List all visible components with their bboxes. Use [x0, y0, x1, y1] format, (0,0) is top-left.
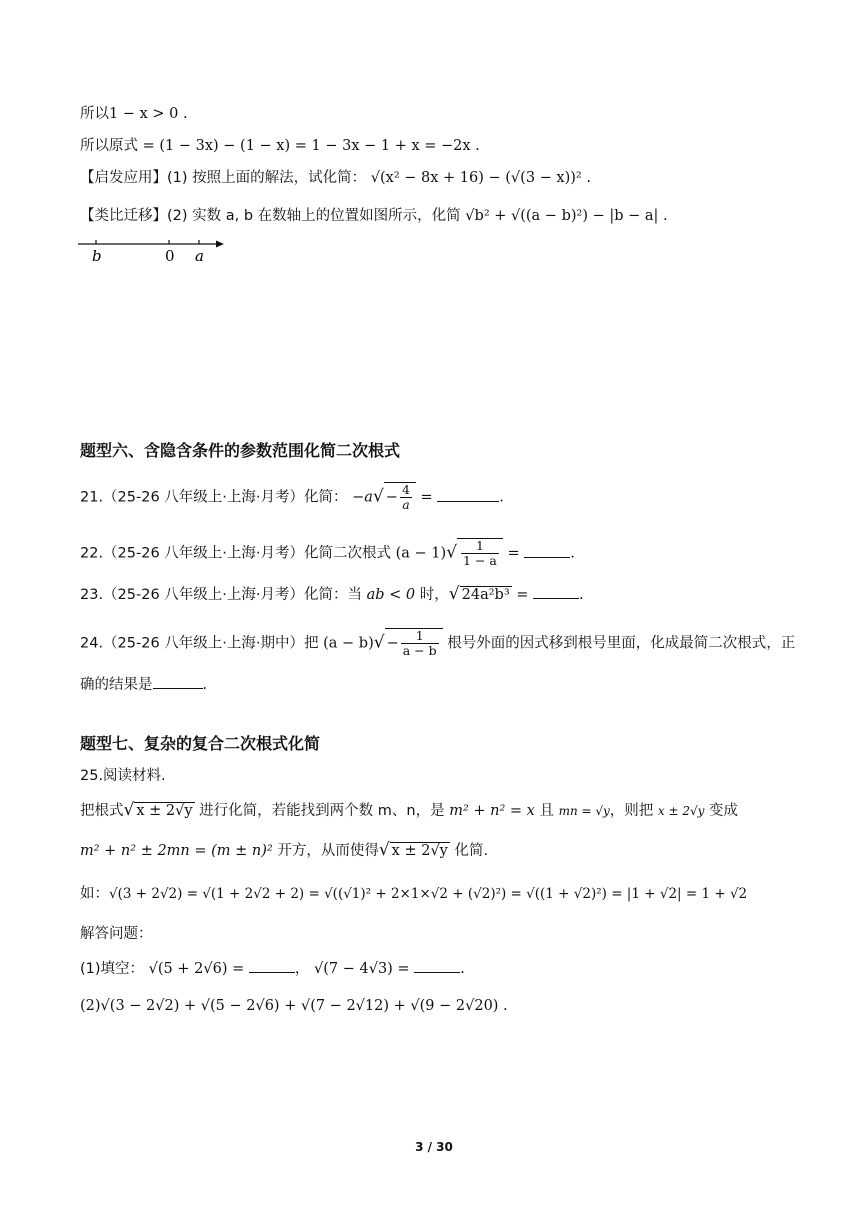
q22-answer-blank[interactable] [524, 543, 570, 558]
q21-den: a [402, 497, 410, 512]
inspire-expression: √(x² − 8x + 16) − (√(3 − x))² . [370, 170, 591, 186]
s1-blank-a[interactable] [249, 958, 295, 973]
p2-text-b: 化简. [454, 843, 489, 859]
q24-den: a − b [402, 643, 437, 658]
text-line-2: 所以原式 = (1 − 3x) − (1 − x) = 1 − 3x − 1 + x = −2x . [80, 138, 480, 154]
q24-dot: . [202, 677, 208, 693]
reading-para-2: m² + n² ± 2mn = (m ± n)² 开方，从而使得√ x ± 2√y 化简. [80, 840, 489, 860]
text-line-1: 所以1 − x > 0 . [80, 106, 188, 122]
q24-num: 1 [401, 629, 439, 644]
question-24: 24.（25-26 八年级上·上海·期中）把 (a − b)√ − $\frac{1}{a - b}$ 根号外面的因式移到根号里面，化成最简二次根式，正 [80, 628, 796, 658]
question-21: 21.（25-26 八年级上·上海·月考）化简： −a√ − $\frac{4}{a}$ = . [80, 482, 504, 512]
q22-num: 1 [461, 539, 499, 554]
sub-question-2 [80, 996, 508, 1016]
p2-radicand: x ± 2√y [391, 843, 448, 859]
p1-eq1: m² + n² = x [449, 803, 535, 819]
q24-answer-blank[interactable] [153, 674, 203, 689]
p1-text-a: 把根式 [80, 803, 124, 819]
label-zero: 0 [165, 247, 175, 265]
q24-label: 24.（25-26 八年级上·上海·期中）把 [80, 635, 319, 652]
reading-para-1: 把根式√ x ± 2√y 进行化简，若能找到两个数 m、n，是 m² + n² = x 且 mn = √y，则把 x ± 2√y 变成 [80, 800, 739, 820]
q21-label: 21.（25-26 八年级上·上海·月考）化简： [80, 489, 348, 506]
inspire-label: 【启发应用】(1) 按照上面的解法，试化简： [80, 170, 367, 186]
q23-answer-blank[interactable] [533, 584, 579, 599]
question-23: 23.（25-26 八年级上·上海·月考）化简：当 ab < 0 时，√ 24a²b³ = . [80, 584, 584, 604]
p1-text-d: ，则把 [609, 803, 654, 819]
q22-label: 22.（25-26 八年级上·上海·月考）化简二次根式 [80, 545, 392, 562]
number-line [78, 236, 228, 266]
p1-eq2: mn = √y [558, 804, 610, 818]
s1-label: (1)填空： [80, 961, 145, 977]
text-line-4 [80, 206, 668, 226]
p1-text-f: 变成 [709, 803, 739, 819]
example-label: 如： [80, 886, 109, 902]
section-7-title: 题型七、复杂的复合二次根式化简 [80, 734, 321, 753]
q23-mid: 时， [419, 587, 449, 603]
q24-result-label: 确的结果是 [80, 677, 153, 693]
q22-eq: = [507, 545, 520, 562]
s1-sep: ， [294, 961, 310, 977]
q22-den: 1 − a [463, 553, 497, 568]
q23-dot: . [579, 587, 584, 603]
text-line-3 [80, 168, 591, 188]
section-6-title: 题型六、含隐含条件的参数范围化简二次根式 [80, 441, 401, 460]
q24-neg: − [386, 635, 399, 652]
label-b: b [92, 247, 102, 265]
q21-eq: = [420, 489, 433, 506]
q21-num: 4 [401, 482, 410, 497]
q22-coef: (a − 1) [395, 545, 447, 562]
s2-label: (2) [80, 998, 101, 1014]
q24-text: 根号外面的因式移到根号里面，化成最简二次根式，正 [447, 635, 796, 652]
q23-radicand: 24a²b³ [461, 587, 510, 603]
q21-coef: −a [352, 489, 373, 506]
arrow-head-icon [216, 241, 224, 248]
label-a: a [195, 247, 204, 265]
q23-label: 23.（25-26 八年级上·上海·月考）化简：当 [80, 587, 363, 603]
page-number: 3 / 30 [415, 1140, 453, 1154]
q21-answer-blank[interactable] [437, 487, 499, 502]
p2-text-a: 开方，从而使得 [277, 843, 379, 859]
example-expression: √(3 + 2√2) = √(1 + 2√2 + 2) = √((√1)² + 2×1×√2 + (√2)²) = √((1 + √2)²) = |1 + √2| = 1 + √2 [109, 886, 748, 902]
q22-dot: . [570, 545, 575, 562]
q21-dot: . [499, 489, 504, 506]
p2-identity: m² + n² ± 2mn = (m ± n)² [80, 843, 273, 859]
s1-expr-a: √(5 + 2√6) = [148, 961, 245, 977]
question-22: 22.（25-26 八年级上·上海·月考）化简二次根式 (a − 1)√ $\frac{1}{1 - a}$ = . [80, 538, 575, 568]
question-25: 25.阅读材料. [80, 768, 166, 784]
s1-expr-b: √(7 − 4√3) = [313, 961, 410, 977]
q24-coef: (a − b) [323, 635, 374, 652]
q23-condition: ab < 0 [366, 587, 416, 603]
p1-text-c: 且 [539, 803, 554, 819]
q23-eq: = [516, 587, 529, 603]
sub-question-1 [80, 958, 465, 979]
q21-neg: − [385, 489, 398, 506]
p1-expr: x ± 2√y [657, 804, 705, 818]
s1-blank-b[interactable] [414, 958, 460, 973]
p1-text-b: 进行化简，若能找到两个数 m、n，是 [199, 803, 445, 819]
p1-radicand: x ± 2√y [136, 803, 193, 819]
question-24-line2 [80, 674, 207, 695]
analogy-label: 【类比迁移】(2) 实数 a, b 在数轴上的位置如图所示，化简 [80, 208, 461, 224]
example-line [80, 884, 747, 904]
s2-expression: √(3 − 2√2) + √(5 − 2√6) + √(7 − 2√12) + √(9 − 2√20) . [100, 998, 508, 1014]
s1-dot: . [460, 961, 465, 977]
analogy-expression: √b² + √((a − b)²) − |b − a| . [465, 208, 668, 224]
solve-label: 解答问题： [80, 926, 153, 942]
